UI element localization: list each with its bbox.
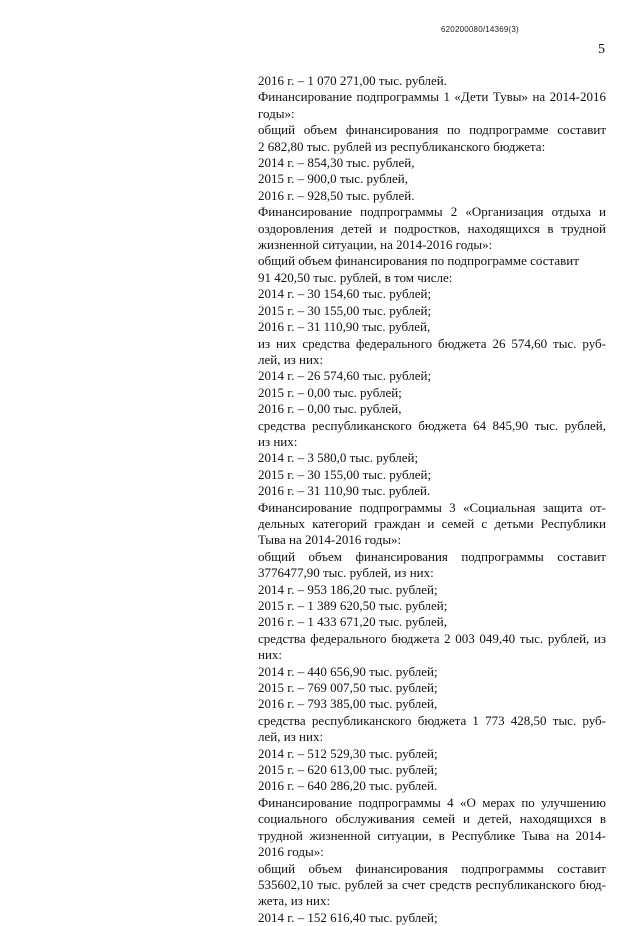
text-line: 2016 г. – 928,50 тыс. рублей. <box>258 187 415 203</box>
text-line: 2014 г. – 26 574,60 тыс. рублей; <box>258 368 432 384</box>
text-line: лей, из них: <box>258 351 324 367</box>
text-line: 2016 г. – 640 286,20 тыс. рублей. <box>258 778 438 794</box>
text-line: 2016 г. – 0,00 тыс. рублей, <box>258 401 402 417</box>
document-code: 620200080/14369(3) <box>441 25 519 34</box>
text-line: 2015 г. – 900,0 тыс. рублей, <box>258 171 408 187</box>
text-line: трудной жизненной ситуации, в Республике Тыва на 2014- <box>258 827 606 843</box>
text-line: 3776477,90 тыс. рублей, из них: <box>258 565 434 581</box>
text-line: из них: <box>258 433 298 449</box>
text-line: жета, из них: <box>258 893 331 909</box>
text-line: 2016 г. – 793 385,00 тыс. рублей, <box>258 696 438 712</box>
text-line: средства федерального бюджета 2 003 049,40 тыс. рублей, из <box>258 630 606 646</box>
text-line: Тыва на 2014-2016 годы»: <box>258 532 402 548</box>
text-line: средства республиканского бюджета 64 845,90 тыс. рублей, <box>258 417 606 433</box>
text-line: общий объем финансирования подпрограммы составит <box>258 548 606 564</box>
text-line: 2015 г. – 30 155,00 тыс. рублей; <box>258 466 432 482</box>
text-line: 2015 г. – 769 007,50 тыс. рублей; <box>258 680 438 696</box>
text-line: них: <box>258 647 283 663</box>
text-line: дельных категорий граждан и семей с детьми Республики <box>258 515 606 531</box>
text-line: 2015 г. – 30 155,00 тыс. рублей; <box>258 302 432 318</box>
text-line: общий объем финансирования по подпрограмме составит <box>258 253 579 269</box>
text-line: годы»: <box>258 105 295 121</box>
text-line: 2014 г. – 854,30 тыс. рублей, <box>258 155 415 171</box>
text-line: социального обслуживания семей и детей, находящихся в <box>258 811 606 827</box>
text-line: 2016 г. – 1 070 271,00 тыс. рублей. <box>258 73 447 88</box>
text-line: 2014 г. – 440 656,90 тыс. рублей; <box>258 663 438 679</box>
text-line: из них средства федерального бюджета 26 574,60 тыс. руб- <box>258 335 606 351</box>
text-line: Финансирование подпрограммы 1 «Дети Тувы» на 2014-2016 <box>258 89 606 105</box>
text-line: Финансирование подпрограммы 2 «Организация отдыха и <box>258 204 606 220</box>
text-line: 2014 г. – 3 580,0 тыс. рублей; <box>258 450 419 466</box>
text-line: 2014 г. – 152 616,40 тыс. рублей; <box>258 909 438 925</box>
text-line: общий объем финансирования подпрограммы составит <box>258 860 606 876</box>
text-line: средства республиканского бюджета 1 773 428,50 тыс. руб- <box>258 712 606 728</box>
text-line: 2014 г. – 30 154,60 тыс. рублей; <box>258 286 432 302</box>
text-line: 2014 г. – 953 186,20 тыс. рублей; <box>258 581 438 597</box>
text-line: Финансирование подпрограммы 3 «Социальная защита от- <box>258 499 606 515</box>
text-line: 2015 г. – 0,00 тыс. рублей; <box>258 384 402 400</box>
text-line: 2 682,80 тыс. рублей из республиканского бюджета: <box>258 138 546 154</box>
text-line: общий объем финансирования по подпрограмме составит <box>258 122 606 138</box>
text-line: 2016 г. – 31 110,90 тыс. рублей, <box>258 319 431 335</box>
text-line: жизненной ситуации, на 2014-2016 годы»: <box>258 237 493 253</box>
text-line: 535602,10 тыс. рублей за счет средств республиканского бюд- <box>258 876 606 892</box>
text-line: 91 420,50 тыс. рублей, в том числе: <box>258 269 453 285</box>
text-line: оздоровления детей и подростков, находящихся в трудной <box>258 220 606 236</box>
text-line: 2015 г. – 1 389 620,50 тыс. рублей; <box>258 598 448 613</box>
text-line: 2016 годы»: <box>258 844 324 860</box>
text-line: Финансирование подпрограммы 4 «О мерах по улучшению <box>258 794 606 810</box>
page-number: 5 <box>598 42 605 57</box>
text-line: 2014 г. – 512 529,30 тыс. рублей; <box>258 745 438 761</box>
document-body <box>258 73 606 926</box>
text-line: 2015 г. – 620 613,00 тыс. рублей; <box>258 762 438 778</box>
text-line: 2016 г. – 31 110,90 тыс. рублей. <box>258 483 431 499</box>
text-line: 2016 г. – 1 433 671,20 тыс. рублей, <box>258 614 447 630</box>
text-line: лей, из них: <box>258 729 324 745</box>
